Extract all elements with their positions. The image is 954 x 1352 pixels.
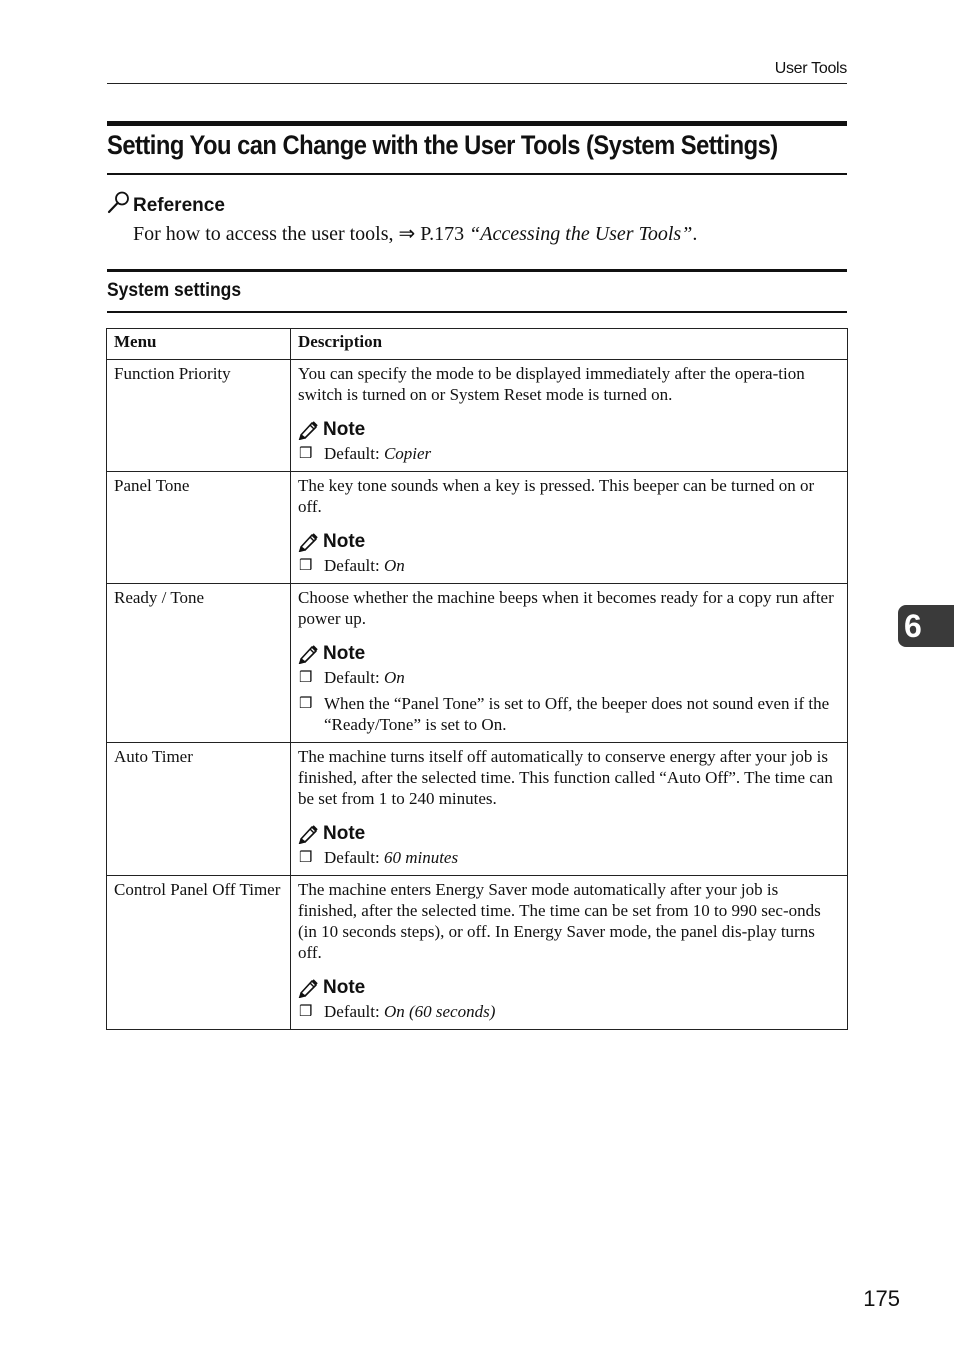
- note-heading-label: Note: [323, 419, 366, 440]
- note-value: On: [383, 556, 405, 575]
- settings-table: [106, 328, 848, 1030]
- note-item: [298, 847, 841, 868]
- description-cell: [291, 876, 848, 1030]
- description-text: You can specify the mode to be displayed immediately after the opera-tion switch is turned on or System Reset mode is turned on.: [298, 364, 805, 404]
- pencil-icon: [298, 532, 319, 552]
- note-list: [298, 1001, 841, 1022]
- page-title: Setting You can Change with the User Tools (System Settings): [107, 130, 778, 160]
- note-list: [298, 443, 841, 464]
- header-rule: [107, 83, 847, 84]
- menu-column-header: Menu: [107, 329, 291, 360]
- note-item: [298, 555, 841, 576]
- description-text: The machine turns itself off automatically to conserve energy after your job is finished, after the selected time. This function called “Auto Off”. The time can be set from 1 to 240 minutes.: [298, 747, 833, 808]
- description-text: The machine enters Energy Saver mode automatically after your job is finished, after the selected time. The time can be set from 10 to 990 sec-onds (in 10 seconds steps), or off. In Energy Saver mode, the panel dis-play turns off.: [298, 880, 821, 962]
- checkbox-bullet-icon: ❒: [299, 696, 313, 712]
- description-cell: [291, 360, 848, 472]
- checkbox-bullet-icon: ❒: [299, 670, 313, 686]
- pencil-icon: [298, 978, 319, 998]
- note-label: Default:: [324, 444, 384, 463]
- note-heading-label: Note: [323, 643, 366, 664]
- note-label: Default:: [324, 556, 384, 575]
- note-list: [298, 667, 841, 735]
- note-heading-label: Note: [323, 977, 366, 998]
- note-label: Default:: [324, 668, 384, 687]
- menu-cell: Control Panel Off Timer: [107, 876, 291, 1030]
- chapter-tab[interactable]: 6: [898, 605, 954, 647]
- checkbox-bullet-icon: ❒: [299, 558, 313, 574]
- table-body: [107, 360, 848, 1030]
- section-rule-top: [107, 269, 847, 272]
- description-cell: [291, 743, 848, 876]
- note-item: [298, 1001, 841, 1022]
- menu-cell: Ready / Tone: [107, 584, 291, 743]
- note-item: [298, 693, 841, 735]
- table-row: [107, 743, 848, 876]
- running-header: User Tools: [774, 60, 847, 77]
- magnifier-icon: [107, 190, 131, 214]
- table-header-row: [107, 329, 848, 360]
- reference-text: [133, 221, 697, 246]
- pencil-icon: [298, 420, 319, 440]
- reference-link[interactable]: “Accessing the User Tools”: [469, 223, 693, 245]
- reference-text-prefix: For how to access the user tools, ⇒ P.173: [133, 223, 470, 245]
- title-rule-bottom: [107, 173, 847, 175]
- menu-cell: Auto Timer: [107, 743, 291, 876]
- note-heading: [298, 419, 841, 440]
- note-item: [298, 667, 841, 688]
- note-list: [298, 847, 841, 868]
- description-cell: [291, 472, 848, 584]
- description-cell: [291, 584, 848, 743]
- table-row: [107, 876, 848, 1030]
- note-value: On (60 seconds): [383, 1002, 496, 1021]
- table-row: [107, 472, 848, 584]
- section-rule-bottom: [107, 311, 847, 313]
- pencil-icon: [298, 644, 319, 664]
- menu-cell: Panel Tone: [107, 472, 291, 584]
- note-heading-label: Note: [323, 823, 366, 844]
- note-label: When the “Panel Tone” is set to Off, the beeper does not sound even if the “Ready/Tone” is set to On.: [324, 694, 830, 734]
- menu-cell: Function Priority: [107, 360, 291, 472]
- note-value: On: [383, 668, 405, 687]
- note-value: 60 minutes: [383, 848, 459, 867]
- description-column-header: Description: [291, 329, 848, 360]
- reference-heading: Reference: [133, 195, 225, 216]
- table-row: [107, 584, 848, 743]
- note-heading: [298, 823, 841, 844]
- section-title: System settings: [107, 280, 242, 301]
- note-heading: [298, 977, 841, 998]
- description-text: The key tone sounds when a key is pressed. This beeper can be turned on or off.: [298, 476, 815, 516]
- note-value: Copier: [383, 444, 432, 463]
- checkbox-bullet-icon: ❒: [299, 1004, 313, 1020]
- checkbox-bullet-icon: ❒: [299, 446, 313, 462]
- note-heading-label: Note: [323, 531, 366, 552]
- title-rule-top: [107, 121, 847, 126]
- note-heading: [298, 643, 841, 664]
- pencil-icon: [298, 824, 319, 844]
- reference-text-suffix: .: [692, 223, 698, 245]
- table-row: [107, 360, 848, 472]
- note-label: Default:: [324, 1002, 384, 1021]
- page-number: 175: [863, 1286, 900, 1311]
- note-label: Default:: [324, 848, 384, 867]
- description-text: Choose whether the machine beeps when it becomes ready for a copy run after power up.: [298, 588, 834, 628]
- note-list: [298, 555, 841, 576]
- note-item: [298, 443, 841, 464]
- note-heading: [298, 531, 841, 552]
- checkbox-bullet-icon: ❒: [299, 850, 313, 866]
